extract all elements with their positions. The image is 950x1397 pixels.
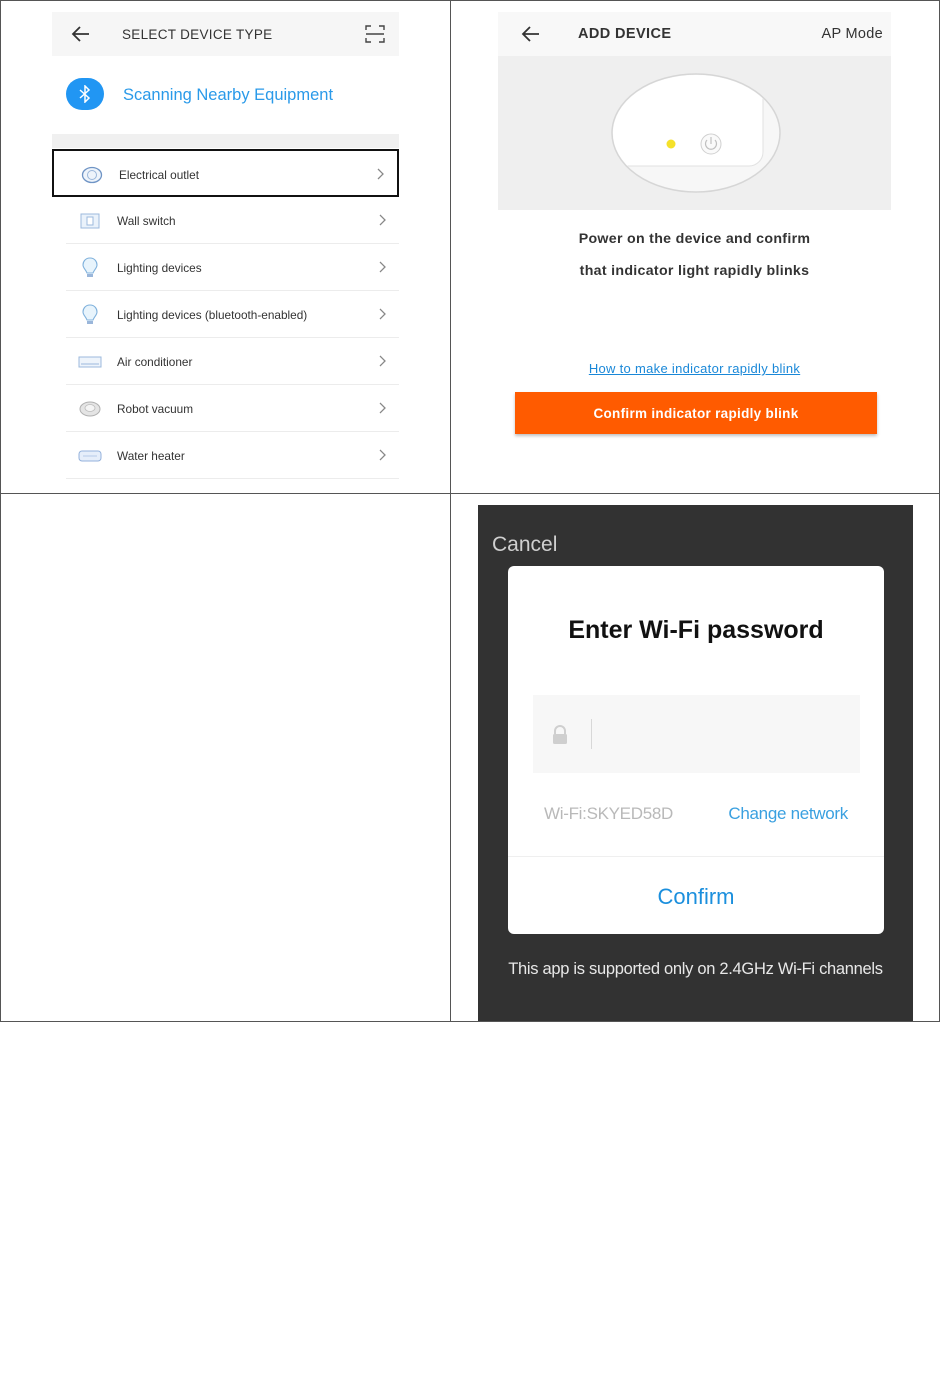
add-device-header	[498, 12, 891, 56]
wifi-password-screen	[478, 505, 913, 1021]
text-caret	[591, 719, 592, 749]
page-title: SELECT DEVICE TYPE	[122, 27, 273, 42]
light-bulb-icon	[78, 304, 102, 326]
device-type-list	[52, 149, 399, 479]
row-divider	[66, 478, 399, 479]
arrow-left-icon[interactable]	[520, 23, 542, 45]
arrow-left-icon[interactable]	[70, 23, 92, 45]
device-type-lighting-bluetooth[interactable]	[52, 291, 399, 338]
list-item-label: Water heater	[117, 449, 185, 463]
wifi-network-label: Wi-Fi:SKYED58D	[544, 804, 673, 823]
list-item-label: Air conditioner	[117, 355, 193, 369]
device-type-water-heater[interactable]	[52, 432, 399, 479]
wifi-support-note: This app is supported only on 2.4GHz Wi-Fi channels	[508, 960, 883, 978]
chevron-right-icon	[377, 448, 387, 462]
help-link[interactable]: How to make indicator rapidly blink	[588, 361, 801, 376]
chevron-right-icon	[375, 167, 385, 181]
device-illustration	[498, 56, 891, 210]
ap-mode-toggle[interactable]: AP Mode	[821, 26, 883, 42]
power-icon	[701, 134, 721, 154]
instruction-line-1: Power on the device and confirm	[578, 231, 811, 247]
dialog-title: Enter Wi-Fi password	[568, 616, 824, 644]
grid-vertical-divider	[450, 0, 451, 1022]
chevron-right-icon	[377, 213, 387, 227]
bluetooth-scan-label: Scanning Nearby Equipment	[123, 86, 334, 104]
air-conditioner-icon	[78, 351, 102, 373]
chevron-right-icon	[377, 260, 387, 274]
device-type-wall-switch[interactable]	[52, 197, 399, 244]
change-network-link[interactable]: Change network	[728, 804, 848, 823]
confirm-button[interactable]: Confirm	[508, 884, 884, 910]
indicator-light	[667, 140, 676, 149]
confirm-blink-button[interactable]: Confirm indicator rapidly blink	[515, 392, 877, 434]
section-separator	[52, 134, 399, 148]
list-item-label: Wall switch	[117, 214, 176, 228]
dialog-divider	[508, 856, 884, 857]
device-type-electrical-outlet[interactable]	[52, 149, 399, 197]
add-device-screen	[498, 12, 891, 482]
scan-frame-icon[interactable]	[365, 25, 385, 43]
robot-vacuum-icon	[78, 398, 102, 420]
water-heater-icon	[78, 445, 102, 467]
wifi-dialog	[508, 566, 884, 934]
bluetooth-scan-row[interactable]	[52, 74, 399, 114]
chevron-right-icon	[377, 401, 387, 415]
select-device-header	[52, 12, 399, 56]
device-type-robot-vacuum[interactable]	[52, 385, 399, 432]
page-title: ADD DEVICE	[578, 26, 672, 42]
grid-horizontal-divider	[0, 493, 940, 494]
cancel-button[interactable]: Cancel	[492, 533, 558, 556]
list-item-label: Lighting devices	[117, 261, 202, 275]
password-input[interactable]	[533, 695, 860, 773]
chevron-right-icon	[377, 307, 387, 321]
list-item-label: Robot vacuum	[117, 402, 194, 416]
outlet-icon	[80, 164, 104, 186]
instruction-line-2: that indicator light rapidly blinks	[579, 263, 810, 279]
light-bulb-icon	[78, 257, 102, 279]
lock-icon	[551, 725, 569, 745]
device-type-lighting-devices[interactable]	[52, 244, 399, 291]
bluetooth-icon	[66, 78, 104, 110]
select-device-screen	[52, 12, 399, 482]
device-type-air-conditioner[interactable]	[52, 338, 399, 385]
wall-switch-icon	[78, 210, 102, 232]
list-item-label: Electrical outlet	[119, 168, 199, 182]
chevron-right-icon	[377, 354, 387, 368]
list-item-label: Lighting devices (bluetooth-enabled)	[117, 308, 308, 322]
